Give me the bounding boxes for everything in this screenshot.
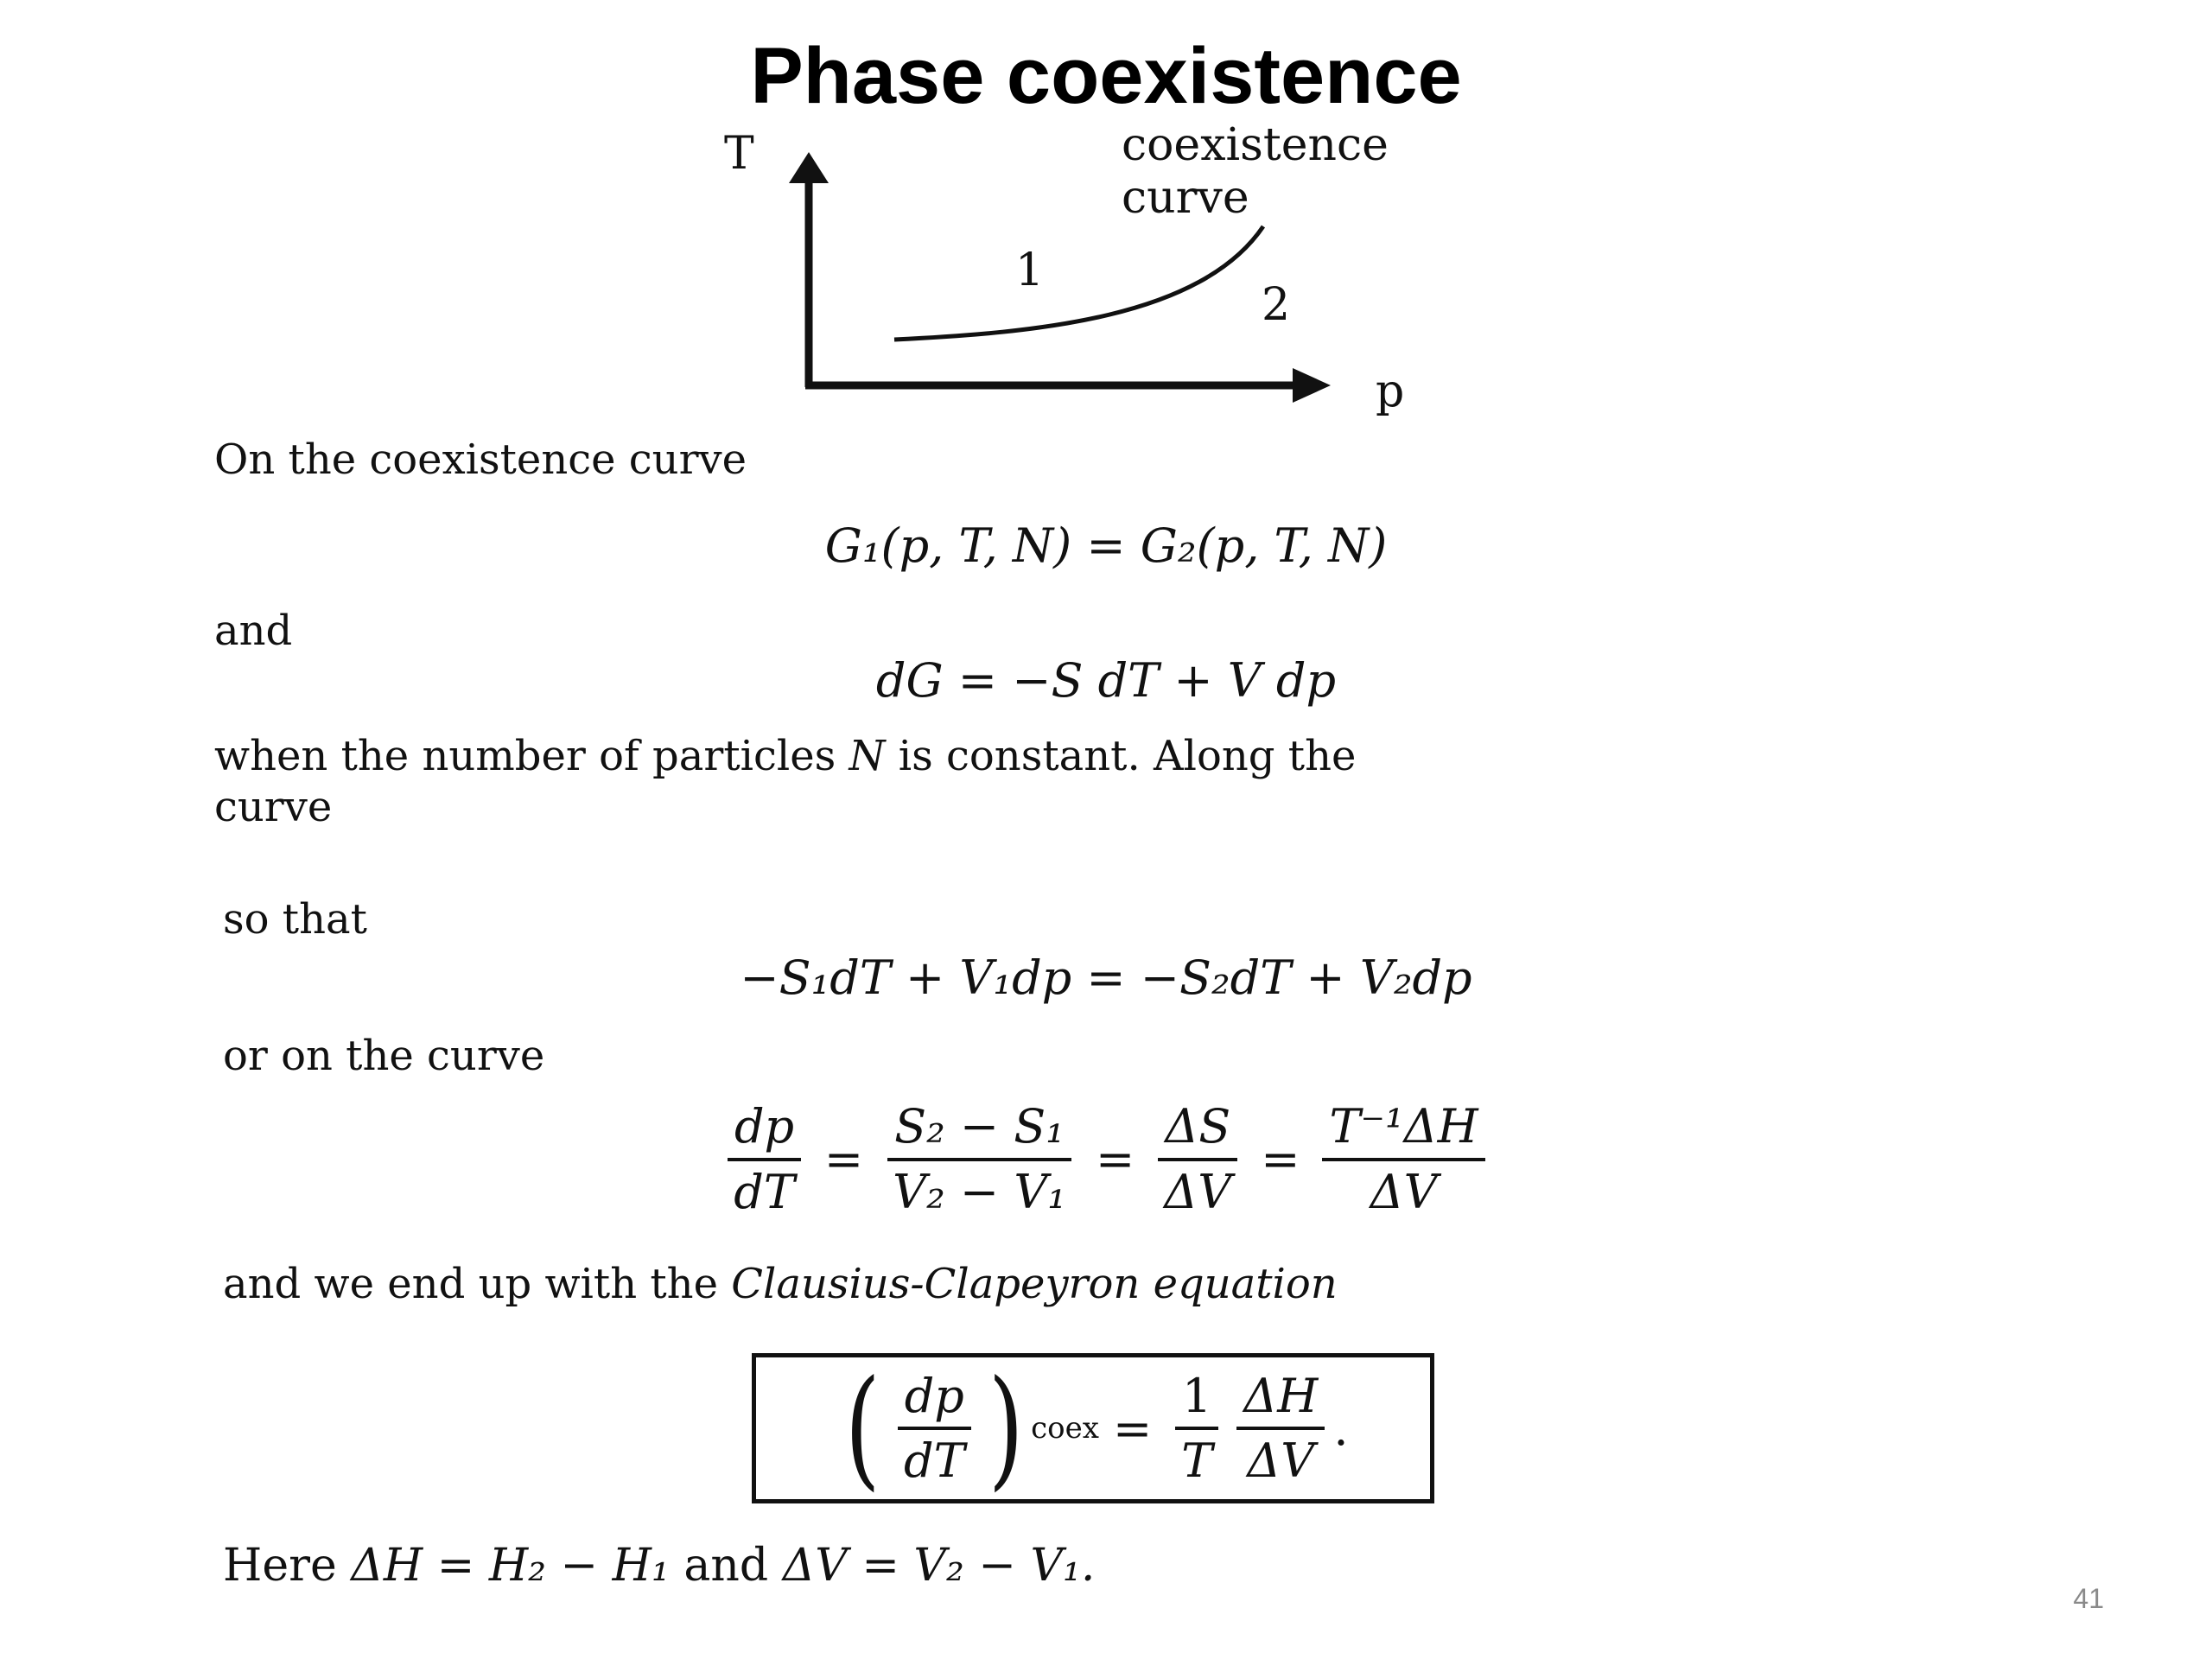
box-dV: ΔV (1247, 1433, 1315, 1488)
fraction-enthalpy (1322, 1099, 1484, 1220)
y-axis-arrowhead (789, 152, 829, 183)
region-1-label: 1 (1015, 245, 1045, 296)
text-clausius-clapeyron: Clausius-Clapeyron equation (731, 1260, 1338, 1308)
equals-sign: = (1261, 1132, 1300, 1186)
right-paren: ) (988, 1353, 1024, 1503)
text-here: Here (223, 1540, 337, 1592)
text-or-on-curve: or on the curve (223, 1032, 545, 1080)
fraction-deltaS-num: ΔS (1158, 1099, 1237, 1161)
box-fraction-dH-dV (1236, 1369, 1325, 1488)
box-fraction-dp-dT (897, 1369, 972, 1488)
fraction-deltaV-den: ΔV (1164, 1165, 1232, 1219)
region-2-label: 2 (1262, 279, 1291, 331)
box-fraction-den: dT (904, 1433, 965, 1488)
phase-diagram (0, 121, 2212, 553)
text-so-that: so that (223, 895, 367, 944)
text-when-rest: is constant. Along the (898, 732, 1357, 780)
equals-sign: = (823, 1132, 864, 1186)
text-we-end-up (223, 1258, 1338, 1310)
text-when (214, 730, 1356, 782)
equation-fraction-chain (0, 1099, 2212, 1220)
fraction-dp-dT-den: dT (734, 1165, 795, 1219)
fraction-dp-dT-num: dp (728, 1099, 801, 1161)
box-period: . (1333, 1401, 1349, 1456)
fraction-enthalpy-num: T⁻¹ΔH (1322, 1099, 1484, 1161)
fraction-enthalpy-den: ΔV (1370, 1165, 1438, 1219)
fraction-entropy-num: S₂ − S₁ (887, 1099, 1071, 1161)
clausius-clapeyron-box (752, 1353, 1434, 1503)
text-here-and: and (683, 1540, 769, 1592)
box-one: 1 (1175, 1369, 1218, 1430)
fraction-dp-dT (727, 1099, 802, 1220)
text-when-N: N (849, 732, 886, 780)
text-when-start: when the number of particles (214, 732, 836, 780)
equation-gibbs-equal: G₁(p, T, N) = G₂(p, T, N) (824, 518, 1388, 573)
left-paren: ( (845, 1353, 881, 1503)
here-delta-H: ΔH = H₂ − H₁ (351, 1540, 670, 1592)
equation-dG: dG = −S dT + V dp (875, 653, 1337, 708)
x-axis-label: p (1376, 365, 1405, 417)
x-axis-arrowhead (1293, 368, 1331, 403)
text-here-definitions (223, 1540, 1095, 1592)
coex-subscript: coex (1031, 1411, 1099, 1446)
y-axis-label: T (724, 128, 754, 180)
equals-sign: = (1112, 1401, 1153, 1456)
fraction-volume-den: V₂ − V₁ (893, 1165, 1066, 1219)
fraction-entropy-over-volume (886, 1099, 1073, 1220)
here-delta-V: ΔV = V₂ − V₁. (782, 1540, 1096, 1592)
box-fraction-one-over-T (1174, 1369, 1219, 1488)
equation-entropy-volume: −S₁dT + V₁dp = −S₂dT + V₂dp (740, 950, 1472, 1005)
curve-label-line2: curve (1122, 172, 1249, 224)
curve-label-line1: coexistence (1122, 121, 1389, 171)
text-on-curve: On the coexistence curve (214, 435, 747, 484)
box-fraction-num: dp (898, 1369, 971, 1430)
box-dH: ΔH (1236, 1369, 1325, 1430)
page-number: 41 (2073, 1583, 2104, 1614)
text-curve-word: curve (214, 783, 333, 831)
equals-sign: = (1095, 1132, 1135, 1186)
box-T: T (1181, 1433, 1213, 1488)
coexistence-curve (894, 226, 1263, 340)
slide-title: Phase coexistence (750, 32, 1462, 120)
fraction-deltaS-deltaV (1157, 1099, 1238, 1220)
text-we-end-up-start: and we end up with the (223, 1260, 718, 1308)
text-and: and (214, 607, 293, 655)
